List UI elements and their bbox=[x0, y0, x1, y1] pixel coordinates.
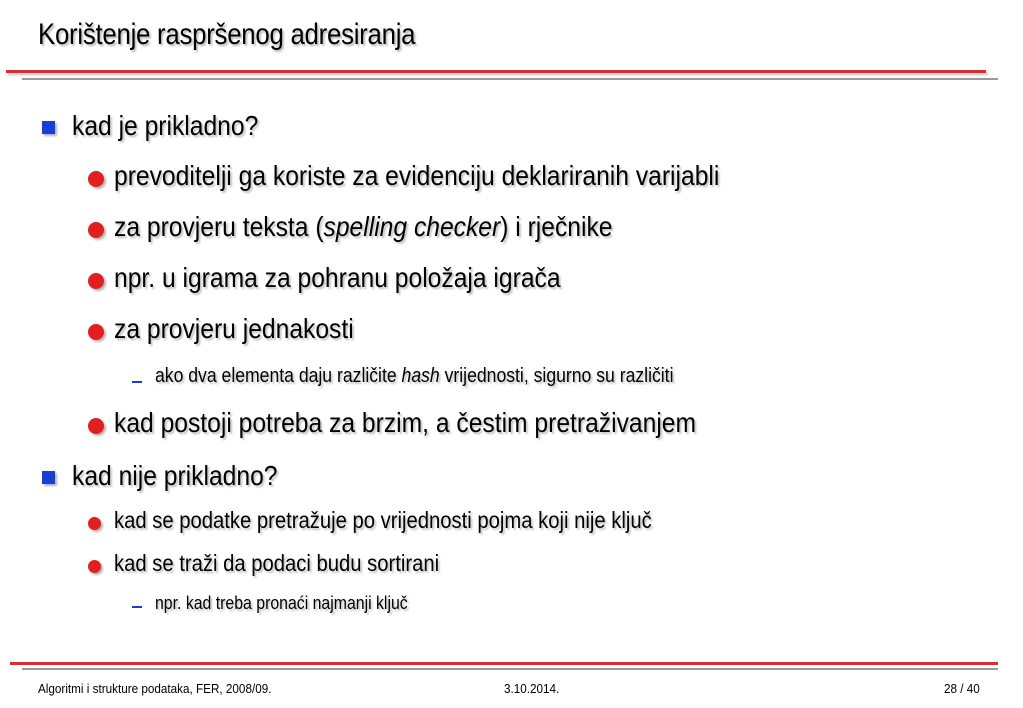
bullet-item-games: npr. u igrama za pohranu položaja igrača bbox=[114, 262, 561, 293]
footer-divider-red bbox=[10, 662, 998, 665]
square-bullet-icon bbox=[42, 471, 55, 484]
red-dot-bullet-icon bbox=[88, 418, 104, 434]
bullet-item-spelling: za provjeru teksta (spelling checker) i rječnike bbox=[114, 211, 613, 242]
dash-bullet-icon bbox=[132, 381, 142, 383]
bullet-item-non-key-search: kad se podatke pretražuje po vrijednosti pojma koji nije ključ bbox=[114, 507, 652, 533]
slide-title: Korištenje raspršenog adresiranja bbox=[38, 18, 416, 51]
bullet-item-sorted: kad se traži da podaci budu sortirani bbox=[114, 550, 440, 576]
bullet-heading-suitable: kad je prikladno? bbox=[72, 110, 259, 141]
dash-bullet-icon bbox=[132, 606, 142, 608]
red-dot-bullet-icon bbox=[88, 222, 104, 238]
bullet-subitem-hash: ako dva elementa daju različite hash vrijednosti, sigurno su različiti bbox=[155, 365, 674, 387]
bullet-item-fast-search: kad postoji potreba za brzim, a čestim pretraživanjem bbox=[114, 407, 697, 438]
bullet-item-equality: za provjeru jednakosti bbox=[114, 313, 354, 344]
red-dot-bullet-icon bbox=[88, 517, 101, 530]
title-divider-red bbox=[6, 70, 986, 73]
bullet-item-compilers: prevoditelji ga koriste za evidenciju deklariranih varijabli bbox=[114, 160, 720, 191]
square-bullet-icon bbox=[42, 121, 55, 134]
footer-course: Algoritmi i strukture podataka, FER, 2008/09. bbox=[38, 681, 272, 696]
footer-divider-grey bbox=[22, 668, 998, 670]
red-dot-bullet-icon bbox=[88, 273, 104, 289]
title-divider-grey bbox=[22, 78, 998, 80]
red-dot-bullet-icon bbox=[88, 560, 101, 573]
footer-page-number: 28 / 40 bbox=[944, 681, 980, 696]
footer-date: 3.10.2014. bbox=[504, 681, 560, 696]
bullet-subitem-min-key: npr. kad treba pronaći najmanji ključ bbox=[155, 593, 408, 613]
bullet-heading-unsuitable: kad nije prikladno? bbox=[72, 460, 278, 491]
red-dot-bullet-icon bbox=[88, 324, 104, 340]
red-dot-bullet-icon bbox=[88, 171, 104, 187]
